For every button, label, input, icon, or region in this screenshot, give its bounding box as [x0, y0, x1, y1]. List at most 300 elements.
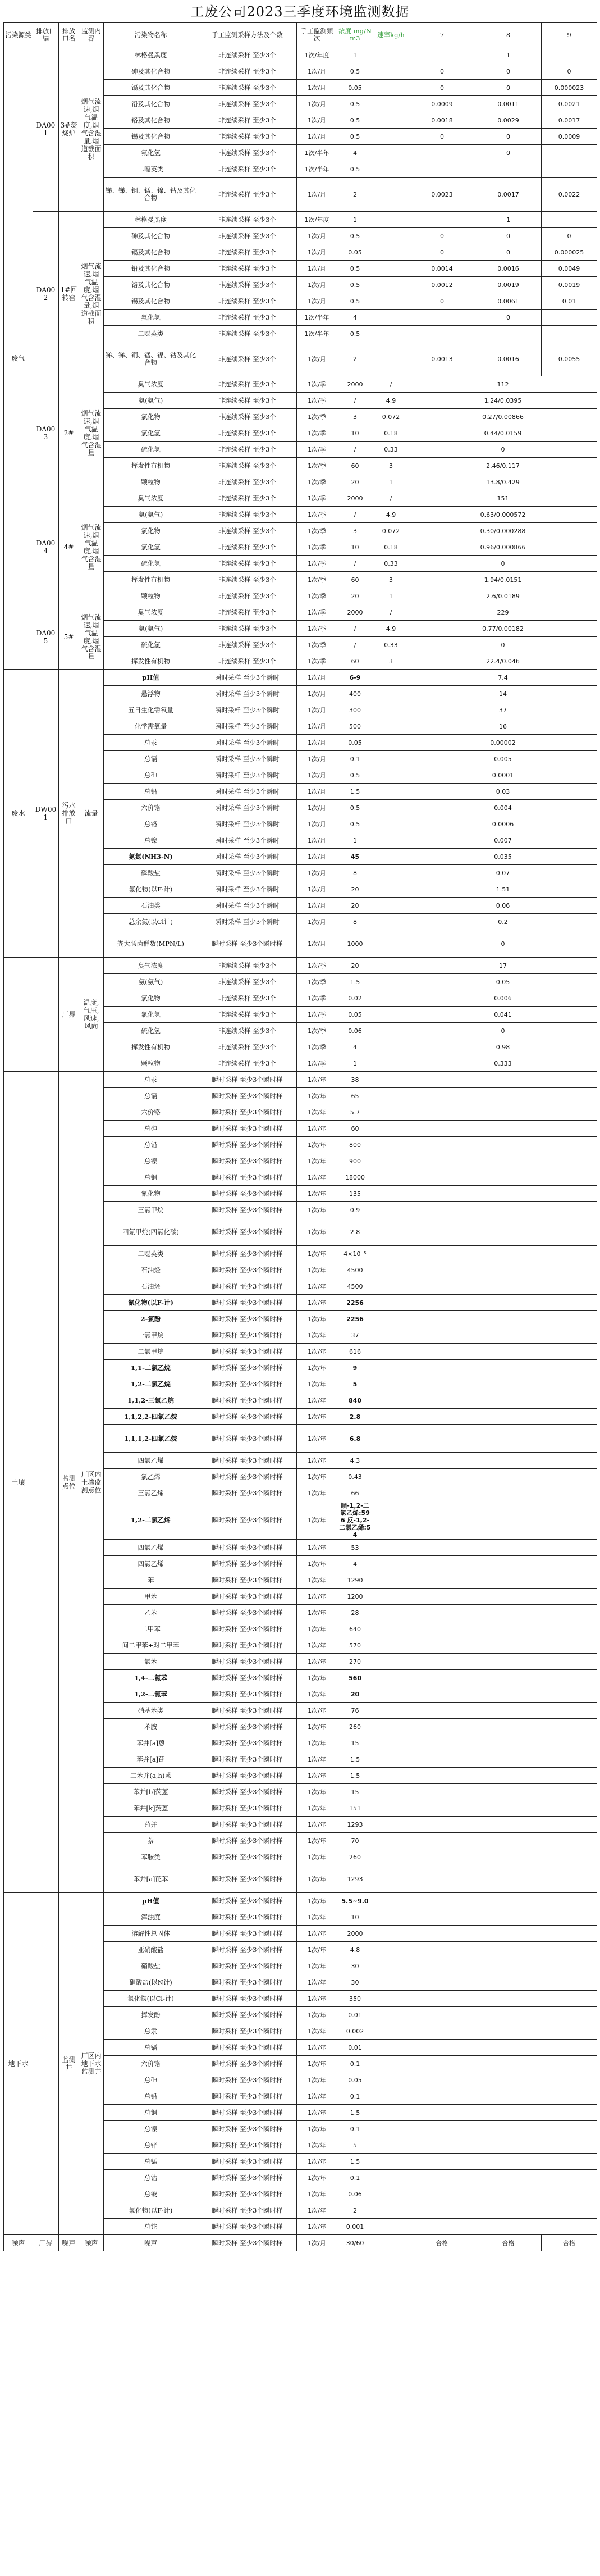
frequency: 1次/年 — [297, 1262, 337, 1278]
sampling-method: 非连续采样 至少3个 — [198, 393, 297, 409]
month-value: 0.0006 — [409, 816, 597, 832]
frequency: 1次/年 — [297, 2154, 337, 2170]
page-title: 工废公司2023三季度环境监测数据 — [190, 4, 410, 20]
year-value — [409, 1589, 597, 1605]
sampling-method: 非连续采样 至少3个 — [198, 604, 297, 621]
sampling-method: 瞬时采样 至少3个瞬时 — [198, 751, 297, 767]
pollutant-name: 总砷 — [104, 2072, 198, 2088]
frequency: 1次/年 — [297, 2040, 337, 2056]
pollutant-name: 粪大肠菌群数(MPN/L) — [104, 930, 198, 958]
year-value — [409, 1218, 597, 1246]
year-value — [409, 1909, 597, 1926]
limit-value: 616 — [337, 1344, 373, 1360]
sampling-method: 瞬时采样 至少3个瞬时样 — [198, 1295, 297, 1311]
limit-value: 1.5 — [337, 2154, 373, 2170]
rate-limit — [373, 1104, 409, 1121]
pollutant-name: 1,1,1,2-四氯乙烷 — [104, 1425, 198, 1453]
frequency: 1次/季 — [297, 1023, 337, 1039]
pollutant-name: 五日生化需氧量 — [104, 702, 198, 718]
limit-value: 0.06 — [337, 2186, 373, 2202]
concentration-limit: 0.5 — [337, 112, 373, 129]
pollutant-name: 苯并[k]荧蒽 — [104, 1800, 198, 1817]
limit-value: 0.05 — [337, 735, 373, 751]
rate-limit — [373, 244, 409, 261]
pollutant-name: 氯化氢 — [104, 539, 198, 556]
rate-limit — [373, 1991, 409, 2007]
quarter-value: 0.96/0.000866 — [409, 539, 597, 556]
year-value — [409, 1485, 597, 1501]
frequency: 1次/月 — [297, 767, 337, 784]
year-value — [409, 1344, 597, 1360]
rate-limit — [373, 1088, 409, 1104]
year-value — [409, 1833, 597, 1849]
concentration-limit: 3 — [337, 523, 373, 539]
quarter-value: 13.8/0.429 — [409, 474, 597, 490]
pollutant-name: 1,2-二氯乙烯 — [104, 1501, 198, 1540]
limit-value: 37 — [337, 1327, 373, 1344]
frequency: 1次/年 — [297, 2170, 337, 2186]
sampling-method: 瞬时采样 至少3个瞬时样 — [198, 2137, 297, 2154]
value-m7 — [409, 326, 475, 342]
value-m7: 0 — [409, 293, 475, 310]
concentration-limit: 10 — [337, 425, 373, 442]
concentration-limit: 20 — [337, 474, 373, 490]
pollutant-name: 颗粒物 — [104, 588, 198, 604]
header-cell: 手工监测频次 — [297, 23, 337, 47]
value-m7: 合格 — [409, 2235, 475, 2251]
monitor-content: 厂区内地下水监测井 — [79, 1893, 104, 2235]
sampling-method: 瞬时采样 至少3个瞬时样 — [198, 2186, 297, 2202]
frequency: 1次/年 — [297, 2137, 337, 2154]
limit-value: 30 — [337, 1958, 373, 1974]
pollutant-name: 苯胺 — [104, 1719, 198, 1735]
pollutant-name: 氟化物(以F-计) — [104, 881, 198, 898]
frequency: 1次/年 — [297, 1425, 337, 1453]
concentration-limit: 0.5 — [337, 96, 373, 112]
quarter-value: 0.05 — [409, 974, 597, 990]
rate-limit — [373, 930, 409, 958]
sampling-method: 瞬时采样 至少3个瞬时样 — [198, 2105, 297, 2121]
sampling-method: 瞬时采样 至少3个瞬时样 — [198, 1637, 297, 1654]
sampling-method: 瞬时采样 至少3个瞬时样 — [198, 1409, 297, 1425]
rate-limit: 0.18 — [373, 425, 409, 442]
pollutant-name: 苯并[a]蒽 — [104, 1735, 198, 1751]
rate-limit — [373, 2023, 409, 2040]
pollutant-name: 氨(氨气) — [104, 974, 198, 990]
value-m9: 合格 — [542, 2235, 597, 2251]
sampling-method: 瞬时采样 至少3个瞬时样 — [198, 1833, 297, 1849]
rate-limit — [373, 2202, 409, 2219]
quarter-value: 0.98 — [409, 1039, 597, 1055]
rate-limit — [373, 767, 409, 784]
rate-limit — [373, 1833, 409, 1849]
frequency: 1次/年 — [297, 1637, 337, 1654]
rate-limit — [373, 1958, 409, 1974]
sampling-method: 瞬时采样 至少3个瞬时样 — [198, 2170, 297, 2186]
frequency: 1次/年 — [297, 1719, 337, 1735]
frequency: 1次/年 — [297, 1295, 337, 1311]
rate-limit — [373, 849, 409, 865]
limit-value: 2256 — [337, 1311, 373, 1327]
limit-value: 2.8 — [337, 1409, 373, 1425]
sampling-method: 瞬时采样 至少3个瞬时样 — [198, 1186, 297, 1202]
frequency: 1次/月 — [297, 865, 337, 881]
pollutant-name: 石油烃 — [104, 1278, 198, 1295]
concentration-limit: 2000 — [337, 490, 373, 507]
pollutant-name: 氨(氨气) — [104, 621, 198, 637]
rate-limit: 3 — [373, 572, 409, 588]
frequency: 1次/月 — [297, 718, 337, 735]
rate-limit: 0.33 — [373, 556, 409, 572]
limit-value: 0.001 — [337, 2219, 373, 2235]
sampling-method: 瞬时采样 至少3个瞬时样 — [198, 1670, 297, 1686]
sampling-method: 瞬时采样 至少3个瞬时 — [198, 898, 297, 914]
frequency: 1次/年 — [297, 1088, 337, 1104]
limit-value: 8 — [337, 914, 373, 930]
rate-limit — [373, 1023, 409, 1039]
value-m8: 0.0016 — [475, 261, 542, 277]
sampling-method: 非连续采样 至少3个 — [198, 588, 297, 604]
pollutant-name: 氯化物 — [104, 409, 198, 425]
month-value: 7.4 — [409, 670, 597, 686]
frequency: 1次/年 — [297, 1942, 337, 1958]
pollutant-name: 萘 — [104, 1833, 198, 1849]
pollutant-name: 氟化氢 — [104, 310, 198, 326]
frequency: 1次/年 — [297, 1654, 337, 1670]
sampling-method: 瞬时采样 至少3个瞬时样 — [198, 1169, 297, 1186]
pollutant-name: 氯乙烯 — [104, 1469, 198, 1485]
sampling-method: 非连续采样 至少3个 — [198, 129, 297, 145]
limit-value: 4 — [337, 1556, 373, 1572]
header-cell: 手工监测采样方法及个数 — [198, 23, 297, 47]
frequency: 1次/季 — [297, 621, 337, 637]
sampling-method: 非连续采样 至少3个 — [198, 342, 297, 376]
frequency: 1次/季 — [297, 474, 337, 490]
frequency: 1次/季 — [297, 958, 337, 974]
year-value — [409, 1637, 597, 1654]
sampling-method: 非连续采样 至少3个 — [198, 80, 297, 96]
frequency: 1次/年 — [297, 1670, 337, 1686]
pollutant-name: 一氯甲烷 — [104, 1327, 198, 1344]
rate-limit — [373, 1360, 409, 1376]
rate-limit — [373, 1262, 409, 1278]
rate-limit — [373, 1719, 409, 1735]
sampling-method: 非连续采样 至少3个 — [198, 958, 297, 974]
frequency: 1次/年 — [297, 1278, 337, 1295]
sampling-method: 非连续采样 至少3个 — [198, 653, 297, 670]
rate-limit — [373, 1425, 409, 1453]
value-m9: 0.0017 — [542, 112, 597, 129]
sampling-method: 非连续采样 至少3个 — [198, 507, 297, 523]
value-m9 — [542, 161, 597, 178]
rate-limit — [373, 1153, 409, 1169]
year-value — [409, 1572, 597, 1589]
pollutant-name: 硫化氢 — [104, 442, 198, 458]
value-m9: 0.0009 — [542, 129, 597, 145]
limit-value: 4.8 — [337, 1942, 373, 1958]
rate-limit: / — [373, 376, 409, 393]
quarter-value: 0.041 — [409, 1007, 597, 1023]
pollutant-name: pH值 — [104, 670, 198, 686]
rate-limit — [373, 1121, 409, 1137]
pollutant-name: 苯并[a]芘苯 — [104, 1865, 198, 1893]
concentration-limit: 0.5 — [337, 228, 373, 244]
concentration-limit: 0.05 — [337, 1007, 373, 1023]
limit-value: 4.3 — [337, 1453, 373, 1469]
value-m7 — [409, 310, 475, 326]
sampling-method: 瞬时采样 至少3个瞬时样 — [198, 1360, 297, 1376]
rate-limit — [373, 2219, 409, 2235]
frequency: 1次/月 — [297, 930, 337, 958]
limit-value: 45 — [337, 849, 373, 865]
table-row — [4, 212, 597, 228]
sampling-method: 瞬时采样 至少3个瞬时样 — [198, 1991, 297, 2007]
sampling-method: 非连续采样 至少3个 — [198, 261, 297, 277]
rate-limit — [373, 1311, 409, 1327]
rate-limit — [373, 1278, 409, 1295]
frequency: 1次/年 — [297, 1833, 337, 1849]
pollutant-name: 总铅 — [104, 2088, 198, 2105]
rate-limit — [373, 1893, 409, 1909]
sampling-method: 非连续采样 至少3个 — [198, 409, 297, 425]
pollutant-name: 臭气浓度 — [104, 958, 198, 974]
rate-limit — [373, 228, 409, 244]
sampling-method: 瞬时采样 至少3个瞬时样 — [198, 1072, 297, 1088]
frequency: 1次/月 — [297, 686, 337, 702]
year-value — [409, 2088, 597, 2105]
limit-value: 2000 — [337, 1926, 373, 1942]
year-value — [409, 2170, 597, 2186]
outlet-code — [33, 1893, 59, 2235]
sampling-method: 非连续采样 至少3个 — [198, 63, 297, 80]
rate-limit — [373, 974, 409, 990]
value-m9 — [542, 326, 597, 342]
pollutant-name: 二噁英类 — [104, 1246, 198, 1262]
value-m8 — [475, 161, 542, 178]
limit-value: 53 — [337, 1540, 373, 1556]
pollutant-name: 1,2-二氯乙烷 — [104, 1376, 198, 1392]
rate-limit — [373, 2056, 409, 2072]
pollutant-name: 六价铬 — [104, 800, 198, 816]
frequency: 1次/季 — [297, 507, 337, 523]
pollutant-name: 甲苯 — [104, 1589, 198, 1605]
rate-limit — [373, 1589, 409, 1605]
limit-value: 0.1 — [337, 2056, 373, 2072]
header-cell: 污染源类 — [4, 23, 33, 47]
monitor-content: 噪声 — [79, 2235, 104, 2251]
concentration-limit: 1.5 — [337, 974, 373, 990]
sampling-method: 瞬时采样 至少3个瞬时样 — [198, 1589, 297, 1605]
value-m7: 0.0023 — [409, 178, 475, 212]
quarter-value: 0 — [409, 556, 597, 572]
sampling-method: 瞬时采样 至少3个瞬时样 — [198, 2121, 297, 2137]
pollutant-name: 铅及其化合物 — [104, 261, 198, 277]
year-value — [409, 1262, 597, 1278]
limit-value: 135 — [337, 1186, 373, 1202]
rate-limit — [373, 326, 409, 342]
frequency: 1次/年 — [297, 2056, 337, 2072]
limit-value: 1.5 — [337, 2105, 373, 2121]
limit-value: 1293 — [337, 1865, 373, 1893]
concentration-limit: / — [337, 637, 373, 653]
limit-value: 2.8 — [337, 1218, 373, 1246]
limit-value: 1.5 — [337, 1751, 373, 1768]
rate-limit — [373, 702, 409, 718]
pollutant-name: 硫化氢 — [104, 1023, 198, 1039]
pollutant-name: 三氯乙烯 — [104, 1485, 198, 1501]
rate-limit: 4.9 — [373, 621, 409, 637]
sampling-method: 非连续采样 至少3个 — [198, 310, 297, 326]
frequency: 1次/年 — [297, 1621, 337, 1637]
pollutant-name: 氰化物 — [104, 1186, 198, 1202]
monitor-content: 温度,气压,风速,风向 — [79, 958, 104, 1072]
year-value — [409, 1958, 597, 1974]
concentration-limit: 3 — [337, 409, 373, 425]
concentration-limit: 2000 — [337, 376, 373, 393]
year-value — [409, 2007, 597, 2023]
frequency: 1次/月 — [297, 898, 337, 914]
sampling-method: 瞬时采样 至少3个瞬时样 — [198, 1735, 297, 1751]
outlet-code: DA005 — [33, 604, 59, 670]
outlet-code: DA004 — [33, 490, 59, 604]
pollutant-name: 林格曼黑度 — [104, 212, 198, 228]
quarter-value: 0.30/0.000288 — [409, 523, 597, 539]
pollutant-name: 1,1,2-三氯乙烷 — [104, 1392, 198, 1409]
month-value: 0.007 — [409, 832, 597, 849]
rate-limit — [373, 63, 409, 80]
pollutant-name: 臭气浓度 — [104, 376, 198, 393]
limit-value: 65 — [337, 1088, 373, 1104]
rate-limit — [373, 1849, 409, 1865]
sampling-method: 瞬时采样 至少3个瞬时样 — [198, 1311, 297, 1327]
limit-value: 0.5 — [337, 767, 373, 784]
rate-limit — [373, 1784, 409, 1800]
frequency: 1次/年 — [297, 1360, 337, 1376]
rate-limit — [373, 2007, 409, 2023]
pollutant-name: 氟化氢 — [104, 145, 198, 161]
pollutant-name: 二噁英类 — [104, 161, 198, 178]
sampling-method: 瞬时采样 至少3个瞬时 — [198, 865, 297, 881]
year-value — [409, 1311, 597, 1327]
value-m9: 0.000023 — [542, 80, 597, 96]
frequency: 1次/年 — [297, 1376, 337, 1392]
rate-limit — [373, 1865, 409, 1893]
pollutant-name: 四氯乙烯 — [104, 1540, 198, 1556]
sampling-method: 非连续采样 至少3个 — [198, 425, 297, 442]
frequency: 1次/年 — [297, 1735, 337, 1751]
year-value — [409, 2072, 597, 2088]
value-m9: 0.0019 — [542, 277, 597, 293]
pollutant-name: 茚并 — [104, 1817, 198, 1833]
rate-limit — [373, 898, 409, 914]
frequency: 1次/年 — [297, 1686, 337, 1703]
sampling-method: 非连续采样 至少3个 — [198, 474, 297, 490]
rate-limit — [373, 816, 409, 832]
frequency: 1次/年 — [297, 1246, 337, 1262]
value-m8: 0.0011 — [475, 96, 542, 112]
pollutant-name: 四氯甲烷(四氯化碳) — [104, 1218, 198, 1246]
pollutant-name: 总铬 — [104, 816, 198, 832]
pollutant-name: 1,1-二氯乙烷 — [104, 1360, 198, 1376]
sampling-method: 瞬时采样 至少3个瞬时样 — [198, 1344, 297, 1360]
rate-limit — [373, 1637, 409, 1654]
value-m8: 0 — [475, 80, 542, 96]
pollutant-name: 总镉 — [104, 1088, 198, 1104]
rate-limit: 0.072 — [373, 409, 409, 425]
value-m8: 0.0016 — [475, 342, 542, 376]
pollutant-name: 六价铬 — [104, 1104, 198, 1121]
pollutant-name: 总汞 — [104, 735, 198, 751]
pollutant-name: 锑、锑、铜、锰、镍、钴及其化合物 — [104, 178, 198, 212]
frequency: 1次/年 — [297, 1849, 337, 1865]
sampling-method: 非连续采样 至少3个 — [198, 212, 297, 228]
rate-limit — [373, 2088, 409, 2105]
frequency: 1次/年度 — [297, 212, 337, 228]
frequency: 1次/年 — [297, 1392, 337, 1409]
year-value — [409, 1768, 597, 1784]
rate-limit — [373, 129, 409, 145]
value-m8: 0 — [475, 244, 542, 261]
year-value — [409, 1817, 597, 1833]
pollutant-name: 总镉 — [104, 751, 198, 767]
sampling-method: 瞬时采样 至少3个瞬时 — [198, 881, 297, 898]
concentration-limit: 0.5 — [337, 326, 373, 342]
year-value — [409, 2186, 597, 2202]
pollutant-name: 苯并[a]芘 — [104, 1751, 198, 1768]
outlet-code: DA002 — [33, 212, 59, 376]
sampling-method: 瞬时采样 至少3个瞬时 — [198, 849, 297, 865]
limit-value: 顺-1,2-二氯乙烯:596 反-1,2-二氯乙烯:54 — [337, 1501, 373, 1540]
header-cell: 浓度 mg/Nm3 — [337, 23, 373, 47]
rate-limit — [373, 784, 409, 800]
rate-limit — [373, 1218, 409, 1246]
frequency: 1次/年 — [297, 2105, 337, 2121]
frequency: 1次/年 — [297, 1784, 337, 1800]
pollutant-name: 砷及其化合物 — [104, 63, 198, 80]
sampling-method: 瞬时采样 至少3个瞬时样 — [198, 1621, 297, 1637]
sampling-method: 瞬时采样 至少3个瞬时样 — [198, 1137, 297, 1153]
year-value — [409, 2105, 597, 2121]
pollutant-name: 石油烃 — [104, 1262, 198, 1278]
rate-limit — [373, 1169, 409, 1186]
value-m7: 0 — [409, 63, 475, 80]
year-value — [409, 1501, 597, 1540]
frequency: 1次/季 — [297, 376, 337, 393]
table-row — [4, 490, 597, 507]
pollutant-name: 六价铬 — [104, 2056, 198, 2072]
sampling-method: 瞬时采样 至少3个瞬时 — [198, 800, 297, 816]
year-value — [409, 1556, 597, 1572]
year-value — [409, 1686, 597, 1703]
pollutant-name: 二氯甲烷 — [104, 1344, 198, 1360]
sampling-method: 瞬时采样 至少3个瞬时样 — [198, 2154, 297, 2170]
concentration-limit: 1 — [337, 212, 373, 228]
rate-limit — [373, 1246, 409, 1262]
pollutant-name: 总砷 — [104, 767, 198, 784]
sampling-method: 瞬时采样 至少3个瞬时样 — [198, 1686, 297, 1703]
sampling-method: 瞬时采样 至少3个瞬时 — [198, 735, 297, 751]
frequency: 1次/半年 — [297, 145, 337, 161]
year-value — [409, 1376, 597, 1392]
frequency: 1次/年 — [297, 1453, 337, 1469]
limit-value: 840 — [337, 1392, 373, 1409]
sampling-method: 非连续采样 至少3个 — [198, 1007, 297, 1023]
concentration-limit: 0.02 — [337, 990, 373, 1007]
pollutant-name: 砷及其化合物 — [104, 228, 198, 244]
pollutant-name: 氯化氢 — [104, 425, 198, 442]
quarter-value: 2.6/0.0189 — [409, 588, 597, 604]
table-body — [4, 47, 597, 2251]
